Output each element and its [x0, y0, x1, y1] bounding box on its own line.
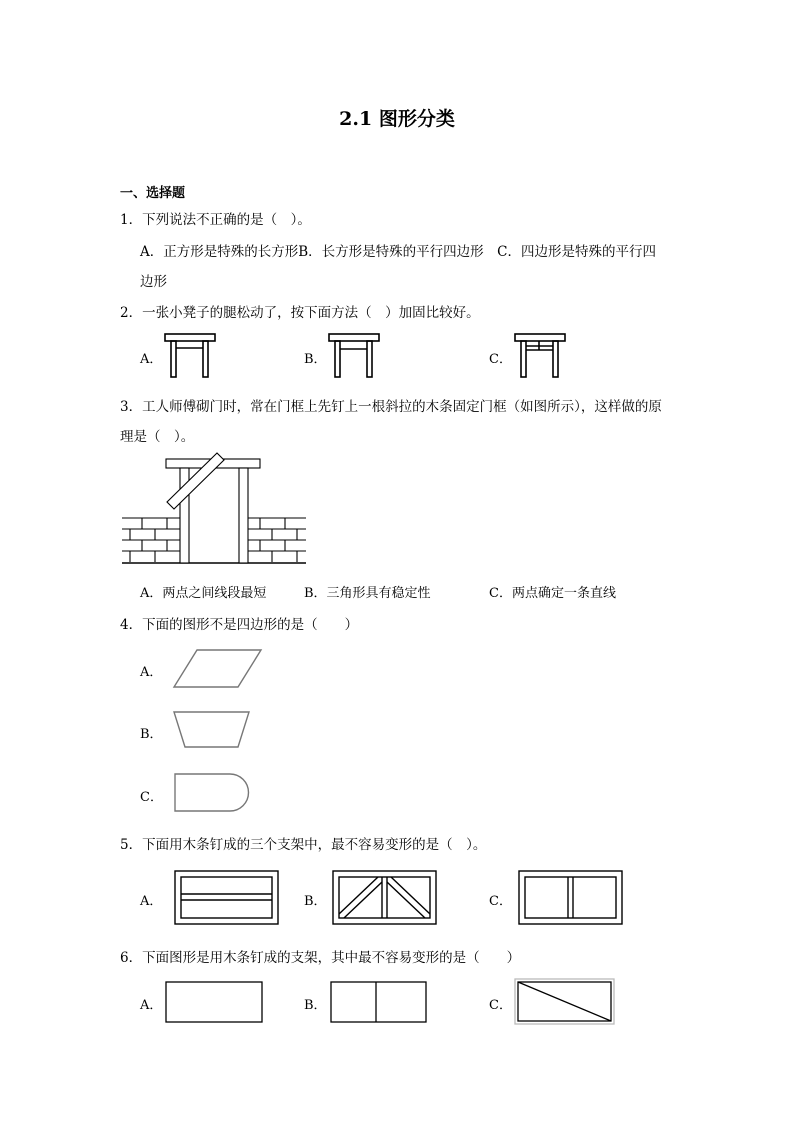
question-3-text-line2: 理是（ ）。: [120, 429, 195, 445]
rectangle-c-figure: [514, 978, 616, 1026]
stool-b-figure: [328, 333, 380, 379]
rounded-shape-figure: [172, 772, 252, 814]
question-5-label-a: A．: [140, 894, 163, 909]
question-5-text: 5．下面用木条钉成的三个支架中，最不容易变形的是（ ）。: [120, 837, 487, 853]
question-3-text-line1: 3．工人师傅砌门时，常在门框上先钉上一根斜拉的木条固定门框（如图所示），这样做的原: [120, 399, 662, 415]
door-frame-figure: [122, 452, 308, 570]
frame-b-figure: [332, 870, 438, 926]
section-heading: 一、选择题: [120, 186, 186, 201]
question-6-label-c: C．: [489, 998, 512, 1013]
rectangle-a-figure: [165, 981, 265, 1025]
question-3-option-a: A．两点之间线段最短: [140, 586, 267, 601]
stool-c-figure: [514, 333, 566, 379]
question-3-option-c: C．两点确定一条直线: [489, 586, 616, 601]
question-1-text: 1．下列说法不正确的是（ ）。: [120, 212, 311, 228]
stool-a-figure: [164, 333, 216, 379]
question-4-label-a: A．: [140, 665, 163, 680]
trapezoid-figure: [172, 710, 252, 750]
frame-c-figure: [518, 870, 624, 926]
rectangle-b-figure: [330, 981, 428, 1025]
question-2-label-c: C．: [489, 352, 512, 367]
question-6-label-a: A．: [140, 998, 163, 1013]
question-1-options: A．正方形是特殊的长方形B．长方形是特殊的平行四边形 C．四边形是特殊的平行四: [140, 244, 656, 260]
question-4-label-c: C．: [140, 790, 163, 805]
question-2-label-b: B．: [304, 352, 327, 367]
page-title: 2.1 图形分类: [339, 108, 455, 130]
parallelogram-figure: [172, 648, 264, 690]
question-5-label-c: C．: [489, 894, 512, 909]
question-4-text: 4．下面的图形不是四边形的是（ ）: [120, 617, 359, 633]
question-2-label-a: A．: [140, 352, 163, 367]
frame-a-figure: [174, 870, 280, 926]
question-2-text: 2．一张小凳子的腿松动了，按下面方法（ ）加固比较好。: [120, 305, 480, 321]
question-5-label-b: B．: [304, 894, 327, 909]
question-6-text: 6．下面图形是用木条钉成的支架，其中最不容易变形的是（ ）: [120, 950, 521, 966]
question-3-option-b: B．三角形具有稳定性: [304, 586, 431, 601]
question-6-label-b: B．: [304, 998, 327, 1013]
question-1-options-wrap: 边形: [140, 274, 167, 290]
question-4-label-b: B．: [140, 727, 163, 742]
